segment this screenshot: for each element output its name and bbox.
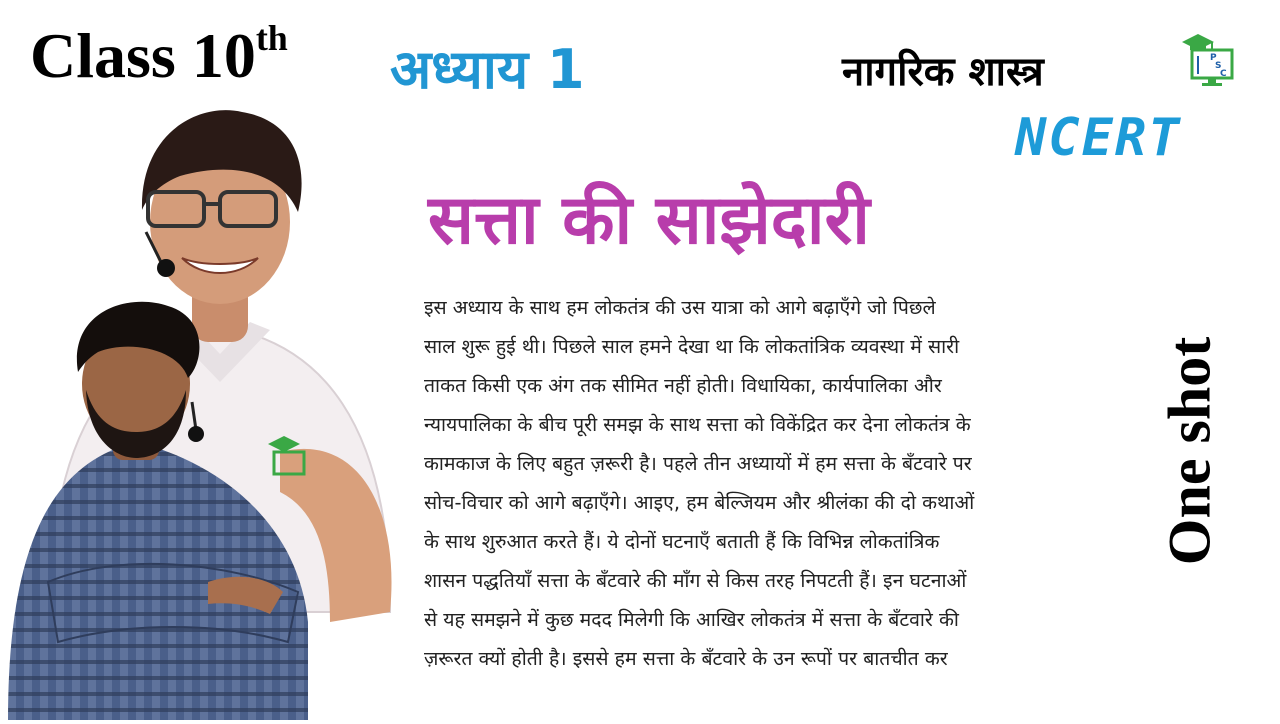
graduation-cap-monitor-icon xyxy=(1178,28,1240,92)
logo xyxy=(1178,28,1240,92)
subject-label: नागरिक शास्त्र xyxy=(842,49,1044,95)
board-label: NCERT xyxy=(1015,108,1182,168)
one-shot-text: One shot xyxy=(1156,336,1223,566)
paragraph-line: कामकाज के लिए बहुत ज़रूरी है। पहले तीन अध्यायों में हम सत्ता के बँटवारे पर xyxy=(424,452,972,475)
paragraph-line: से यह समझने में कुछ मदद मिलेगी कि आखिर लोकतंत्र में सत्ता के बँटवारे की xyxy=(424,608,959,631)
paragraph-line: साल शुरू हुई थी। पिछले साल हमने देखा था कि लोकतांत्रिक व्यवस्था में सारी xyxy=(424,335,960,358)
logo-letter-s: S xyxy=(1215,61,1222,71)
one-shot-label xyxy=(1152,310,1228,592)
presenter-photo-2 xyxy=(8,292,318,720)
paragraph-line: के साथ शुरुआत करते हैं। ये दोनों घटनाएँ बताती हैं कि विभिन्न लोकतांत्रिक xyxy=(424,530,940,553)
paragraph-line: ज़रूरत क्यों होती है। इससे हम सत्ता के बँटवारे के उन रूपों पर बातचीत कर xyxy=(424,647,948,670)
paragraph-line: इस अध्याय के साथ हम लोकतंत्र की उस यात्रा को आगे बढ़ाएँगे जो पिछले xyxy=(424,296,936,319)
class-superscript: th xyxy=(255,18,288,58)
paragraph-line: शासन पद्धतियाँ सत्ता के बँटवारे की माँग से किस तरह निपटती हैं। इन घटनाओं xyxy=(424,569,967,592)
paragraph-line: न्यायपालिका के बीच पूरी समझ के साथ सत्ता को विकेंद्रित कर देना लोकतंत्र के xyxy=(424,413,971,436)
chapter-label: अध्याय 1 xyxy=(390,38,585,101)
class-title xyxy=(30,18,288,91)
logo-letter-c: C xyxy=(1220,69,1227,79)
paragraph-line: ताकत किसी एक अंग तक सीमित नहीं होती। विधायिका, कार्यपालिका और xyxy=(424,374,942,397)
paragraph-line: सोच-विचार को आगे बढ़ाएँगे। आइए, हम बेल्जियम और श्रीलंका की दो कथाओं xyxy=(424,491,975,514)
logo-letter-p: P xyxy=(1210,53,1217,63)
class-label: Class 10 xyxy=(30,20,256,91)
lesson-title: सत्ता की साझेदारी xyxy=(428,181,870,260)
lesson-paragraph xyxy=(424,288,1136,678)
